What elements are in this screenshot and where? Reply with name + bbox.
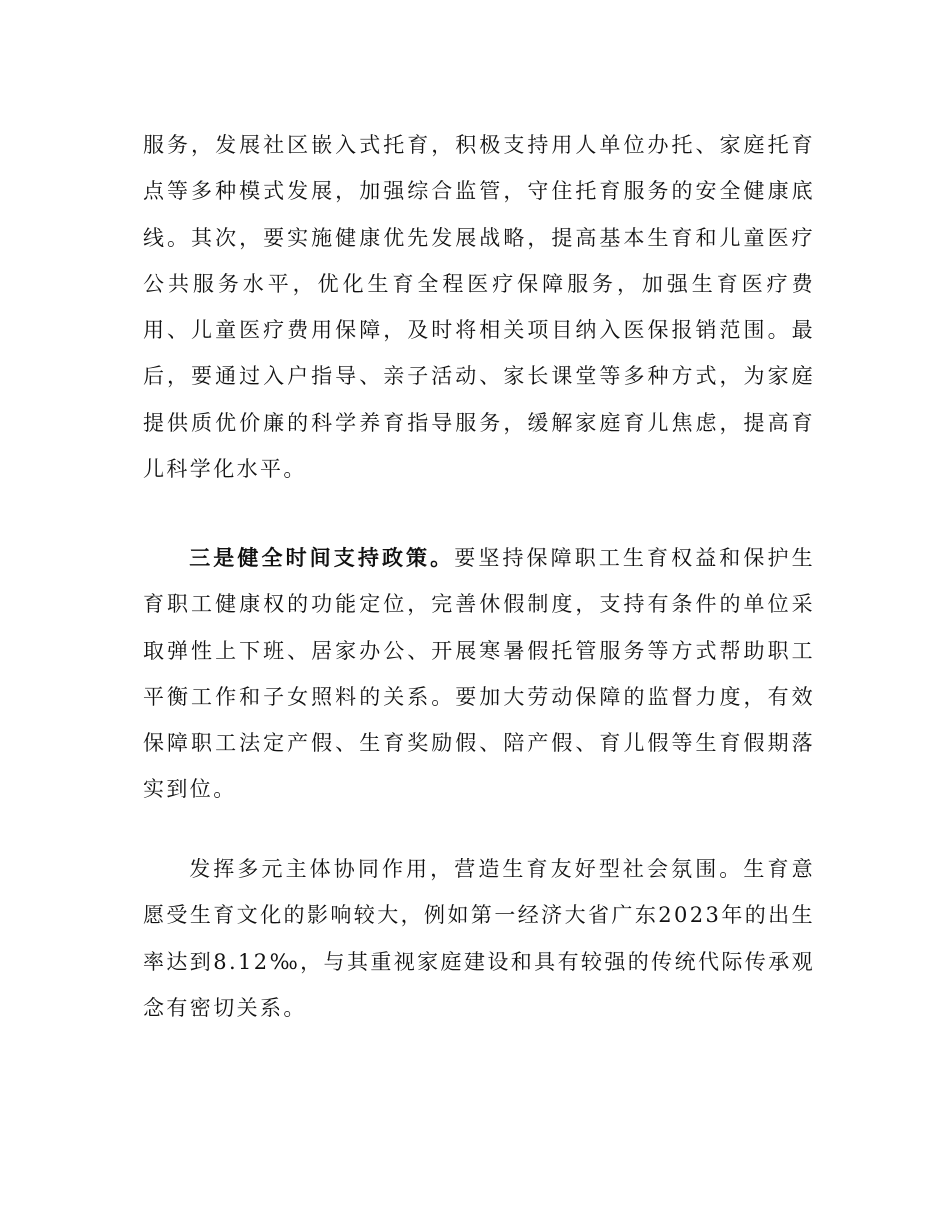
paragraph-time-support-policy — [143, 535, 815, 813]
paragraph-body-text: 要坚持保障职工生育权益和保护生育职工健康权的功能定位，完善休假制度，支持有条件的单位采取弹性上下班、居家办公、开展寒暑假托管服务等方式帮助职工平衡工作和子女照料的关系。要加大劳动保障的监督力度，有效保障职工法定产假、生育奖励假、陪产假、育儿假等生育假期落实到位。 — [143, 546, 815, 802]
paragraph-social-atmosphere: 发挥多元主体协同作用，营造生育友好型社会氛围。生育意愿受生育文化的影响较大，例如第一经济大省广东2023年的出生率达到8.12‰，与其重视家庭建设和具有较强的传统代际传承观念有密切关系。 — [143, 857, 815, 1020]
paragraph-childcare-services: 服务，发展社区嵌入式托育，积极支持用人单位办托、家庭托育点等多种模式发展，加强综合监管，守住托育服务的安全健康底线。其次，要实施健康优先发展战略，提高基本生育和儿童医疗公共服务水平，优化生育全程医疗保障服务，加强生育医疗费用、儿童医疗费用保障，及时将相关项目纳入医保报销范围。最后，要通过入户指导、亲子活动、家长课堂等多种方式，为家庭提供质优价廉的科学养育指导服务，缓解家庭育儿焦虑，提高育儿科学化水平。 — [143, 133, 815, 482]
paragraph-lead-heading: 三是健全时间支持政策。 — [189, 546, 455, 570]
